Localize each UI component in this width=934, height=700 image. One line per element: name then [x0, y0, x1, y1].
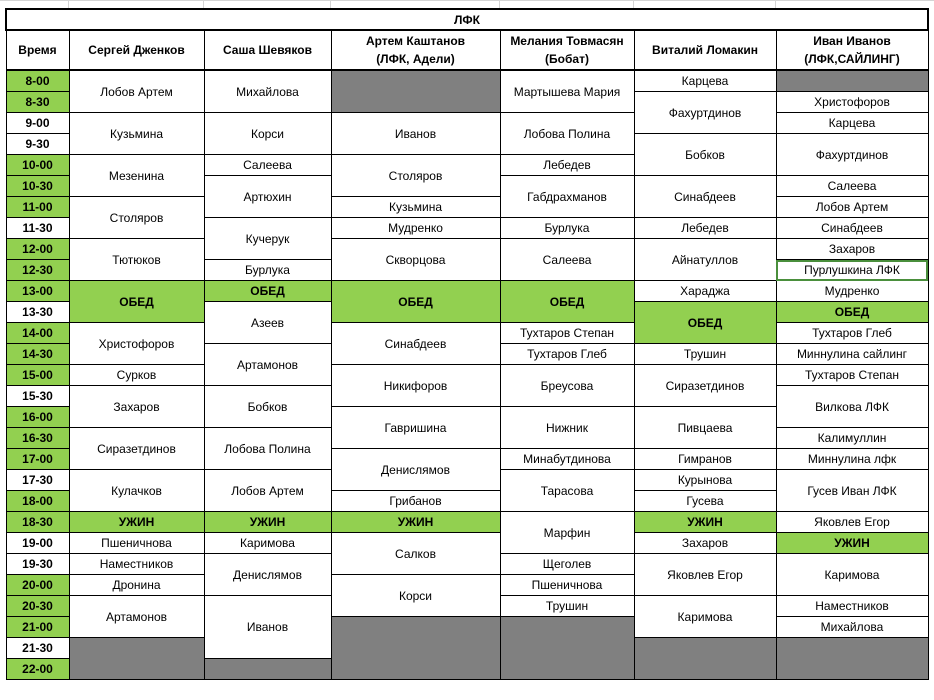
session-cell[interactable]: Тухтаров Глеб — [776, 323, 928, 344]
session-cell[interactable]: Тухтаров Степан — [776, 365, 928, 386]
header-trainer-6-note: (ЛФК,САЙЛИНГ) — [804, 52, 900, 66]
session-cell[interactable]: Артамонов — [204, 344, 331, 386]
session-cell[interactable]: Лобов Артем — [204, 470, 331, 512]
dinner-cell[interactable]: УЖИН — [776, 533, 928, 554]
session-cell[interactable]: Иванов — [204, 596, 331, 659]
session-cell[interactable]: Бобков — [204, 386, 331, 428]
blocked-cell[interactable] — [776, 70, 928, 92]
header-trainer-6[interactable] — [776, 30, 928, 70]
time-cell[interactable]: 17-30 — [6, 470, 69, 491]
gridline — [68, 0, 69, 8]
session-cell[interactable]: Салеева — [500, 239, 634, 281]
dinner-cell[interactable]: УЖИН — [634, 512, 776, 533]
blocked-cell[interactable] — [500, 617, 634, 680]
title-row — [6, 9, 928, 30]
schedule-table — [5, 8, 929, 680]
session-cell[interactable]: Гавришина — [331, 407, 500, 449]
header-trainer-2[interactable]: Саша Шевяков — [204, 30, 331, 70]
time-cell[interactable]: 22-00 — [6, 659, 69, 680]
session-cell[interactable]: Денислямов — [204, 554, 331, 596]
time-cell[interactable]: 13-00 — [6, 281, 69, 302]
session-cell[interactable]: Кузьмина — [331, 197, 500, 218]
session-cell[interactable]: Каримова — [776, 554, 928, 596]
session-cell[interactable]: Минабутдинова — [500, 449, 634, 470]
lunch-cell[interactable]: ОБЕД — [331, 281, 500, 323]
time-cell[interactable]: 11-30 — [6, 218, 69, 239]
time-cell[interactable]: 10-00 — [6, 155, 69, 176]
time-cell[interactable]: 12-30 — [6, 260, 69, 281]
time-cell[interactable]: 10-30 — [6, 176, 69, 197]
session-cell[interactable]: Миннулина сайлинг — [776, 344, 928, 365]
time-cell[interactable]: 13-30 — [6, 302, 69, 323]
session-cell[interactable]: Гусева — [634, 491, 776, 512]
session-cell[interactable]: Захаров — [776, 239, 928, 260]
header-trainer-3-name: Артем Каштанов — [365, 34, 466, 48]
session-cell[interactable]: Трушин — [500, 596, 634, 617]
header-row — [6, 30, 928, 70]
session-cell[interactable]: Щеголев — [500, 554, 634, 575]
time-cell[interactable]: 19-00 — [6, 533, 69, 554]
time-cell[interactable]: 20-00 — [6, 575, 69, 596]
session-cell[interactable]: Сиразетдинов — [69, 428, 204, 470]
session-cell[interactable]: Столяров — [69, 197, 204, 239]
session-cell[interactable]: Синабдеев — [331, 323, 500, 365]
session-cell[interactable]: Христофоров — [69, 323, 204, 365]
session-cell[interactable]: Мудренко — [776, 281, 928, 302]
session-cell[interactable]: Артамонов — [69, 596, 204, 638]
time-cell[interactable]: 14-30 — [6, 344, 69, 365]
session-cell[interactable]: Мартышева Мария — [500, 70, 634, 113]
session-cell[interactable]: Пшеничнова — [69, 533, 204, 554]
session-cell[interactable]: Христофоров — [776, 92, 928, 113]
session-cell[interactable]: Наместников — [69, 554, 204, 575]
time-row — [6, 533, 928, 554]
time-row — [6, 239, 928, 260]
session-cell[interactable]: Наместников — [776, 596, 928, 617]
time-cell[interactable]: 14-00 — [6, 323, 69, 344]
time-cell[interactable]: 18-30 — [6, 512, 69, 533]
session-cell[interactable]: Гимранов — [634, 449, 776, 470]
time-row — [6, 512, 928, 533]
session-cell[interactable]: Салеева — [776, 176, 928, 197]
session-cell[interactable]: Фахуртдинов — [776, 134, 928, 176]
time-cell[interactable]: 12-00 — [6, 239, 69, 260]
header-trainer-4-name: Мелания Товмасян — [510, 34, 624, 48]
session-cell[interactable]: Иванов — [331, 113, 500, 155]
header-trainer-1[interactable]: Сергей Дженков — [69, 30, 204, 70]
header-trainer-6-name: Иван Иванов — [813, 34, 891, 48]
dinner-cell[interactable]: УЖИН — [69, 512, 204, 533]
session-cell[interactable]: Каримова — [634, 596, 776, 638]
session-cell[interactable]: Тарасова — [500, 470, 634, 512]
time-cell[interactable]: 8-00 — [6, 70, 69, 92]
session-cell[interactable]: Корси — [331, 575, 500, 617]
time-row — [6, 197, 928, 218]
session-cell[interactable]: Салков — [331, 533, 500, 575]
header-trainer-5[interactable]: Виталий Ломакин — [634, 30, 776, 70]
time-row — [6, 281, 928, 302]
session-cell[interactable]: Гусев Иван ЛФК — [776, 470, 928, 512]
session-cell[interactable]: Кучерук — [204, 218, 331, 260]
session-cell[interactable]: Яковлев Егор — [634, 554, 776, 596]
header-time[interactable]: Время — [6, 30, 69, 70]
header-trainer-4[interactable] — [500, 30, 634, 70]
session-cell[interactable]: Айнатуллов — [634, 239, 776, 281]
session-cell[interactable]: Сурков — [69, 365, 204, 386]
session-cell[interactable]: Карцева — [776, 113, 928, 134]
lunch-cell[interactable]: ОБЕД — [776, 302, 928, 323]
session-cell[interactable]: Лобова Полина — [500, 113, 634, 155]
session-cell[interactable]: Сиразетдинов — [634, 365, 776, 407]
session-cell[interactable]: Нижник — [500, 407, 634, 449]
dinner-cell[interactable]: УЖИН — [331, 512, 500, 533]
lunch-cell[interactable]: ОБЕД — [204, 281, 331, 302]
session-cell[interactable]: Яковлев Егор — [776, 512, 928, 533]
session-cell[interactable]: Миннулина лфк — [776, 449, 928, 470]
session-cell[interactable]: Лобов Артем — [776, 197, 928, 218]
selected-session-cell[interactable]: Пурлушкина ЛФК — [776, 260, 928, 281]
session-cell[interactable]: Корси — [204, 113, 331, 155]
time-cell[interactable]: 11-00 — [6, 197, 69, 218]
session-cell[interactable]: Мудренко — [331, 218, 500, 239]
lunch-cell[interactable]: ОБЕД — [634, 302, 776, 344]
gridline — [633, 0, 634, 8]
lunch-cell[interactable]: ОБЕД — [500, 281, 634, 323]
session-cell[interactable]: Михайлова — [204, 70, 331, 113]
session-cell[interactable]: Трушин — [634, 344, 776, 365]
time-row — [6, 113, 928, 134]
session-cell[interactable]: Бурлука — [204, 260, 331, 281]
session-cell[interactable]: Вилкова ЛФК — [776, 386, 928, 428]
sheet-title[interactable]: ЛФК — [6, 9, 928, 30]
time-cell[interactable]: 9-00 — [6, 113, 69, 134]
session-cell[interactable]: Бреусова — [500, 365, 634, 407]
session-cell[interactable]: Лебедев — [500, 155, 634, 176]
session-cell[interactable]: Бурлука — [500, 218, 634, 239]
session-cell[interactable]: Хараджа — [634, 281, 776, 302]
session-cell[interactable]: Захаров — [634, 533, 776, 554]
session-cell[interactable]: Бобков — [634, 134, 776, 176]
gridline — [0, 0, 934, 1]
lunch-cell[interactable]: ОБЕД — [69, 281, 204, 323]
time-cell[interactable]: 21-30 — [6, 638, 69, 659]
session-cell[interactable]: Каримова — [204, 533, 331, 554]
session-cell[interactable]: Кулачков — [69, 470, 204, 512]
header-trainer-3-note: (ЛФК, Адели) — [376, 52, 455, 66]
time-cell[interactable]: 16-00 — [6, 407, 69, 428]
time-cell[interactable]: 20-30 — [6, 596, 69, 617]
time-row — [6, 365, 928, 386]
session-cell[interactable]: Кузьмина — [69, 113, 204, 155]
session-cell[interactable]: Лебедев — [634, 218, 776, 239]
session-cell[interactable]: Лобова Полина — [204, 428, 331, 470]
time-cell[interactable]: 21-00 — [6, 617, 69, 638]
session-cell[interactable]: Салеева — [204, 155, 331, 176]
session-cell[interactable]: Мезенина — [69, 155, 204, 197]
session-cell[interactable]: Карцева — [634, 70, 776, 92]
blocked-cell[interactable] — [204, 659, 331, 680]
session-cell[interactable]: Михайлова — [776, 617, 928, 638]
blocked-cell[interactable] — [331, 70, 500, 113]
gridline — [330, 0, 331, 8]
session-cell[interactable]: Тухтаров Глеб — [500, 344, 634, 365]
gridline — [775, 0, 776, 8]
gridline — [203, 0, 204, 8]
header-trainer-3[interactable] — [331, 30, 500, 70]
header-trainer-4-note: (Бобат) — [545, 52, 589, 66]
session-cell[interactable]: Столяров — [331, 155, 500, 197]
session-cell[interactable]: Калимуллин — [776, 428, 928, 449]
session-cell[interactable]: Тютюков — [69, 239, 204, 281]
session-cell[interactable]: Лобов Артем — [69, 70, 204, 113]
session-cell[interactable]: Денислямов — [331, 449, 500, 491]
session-cell[interactable]: Тухтаров Степан — [500, 323, 634, 344]
time-cell[interactable]: 18-00 — [6, 491, 69, 512]
dinner-cell[interactable]: УЖИН — [204, 512, 331, 533]
session-cell[interactable]: Синабдеев — [634, 176, 776, 218]
time-cell[interactable]: 8-30 — [6, 92, 69, 113]
time-cell[interactable]: 19-30 — [6, 554, 69, 575]
session-cell[interactable]: Грибанов — [331, 491, 500, 512]
session-cell[interactable]: Никифоров — [331, 365, 500, 407]
blocked-cell[interactable] — [331, 617, 500, 680]
time-cell[interactable]: 9-30 — [6, 134, 69, 155]
time-cell[interactable]: 15-30 — [6, 386, 69, 407]
session-cell[interactable]: Синабдеев — [776, 218, 928, 239]
session-cell[interactable]: Азеев — [204, 302, 331, 344]
session-cell[interactable]: Дронина — [69, 575, 204, 596]
session-cell[interactable]: Скворцова — [331, 239, 500, 281]
time-row — [6, 323, 928, 344]
blocked-cell[interactable] — [69, 638, 204, 680]
session-cell[interactable]: Пивцаева — [634, 407, 776, 449]
blocked-cell[interactable] — [634, 638, 776, 680]
session-cell[interactable]: Марфин — [500, 512, 634, 554]
session-cell[interactable]: Габдрахманов — [500, 176, 634, 218]
time-row — [6, 70, 928, 92]
time-cell[interactable]: 16-30 — [6, 428, 69, 449]
session-cell[interactable]: Курынова — [634, 470, 776, 491]
time-cell[interactable]: 15-00 — [6, 365, 69, 386]
time-cell[interactable]: 17-00 — [6, 449, 69, 470]
blocked-cell[interactable] — [776, 638, 928, 680]
gridline — [499, 0, 500, 8]
session-cell[interactable]: Фахуртдинов — [634, 92, 776, 134]
session-cell[interactable]: Пшеничнова — [500, 575, 634, 596]
session-cell[interactable]: Артюхин — [204, 176, 331, 218]
session-cell[interactable]: Захаров — [69, 386, 204, 428]
